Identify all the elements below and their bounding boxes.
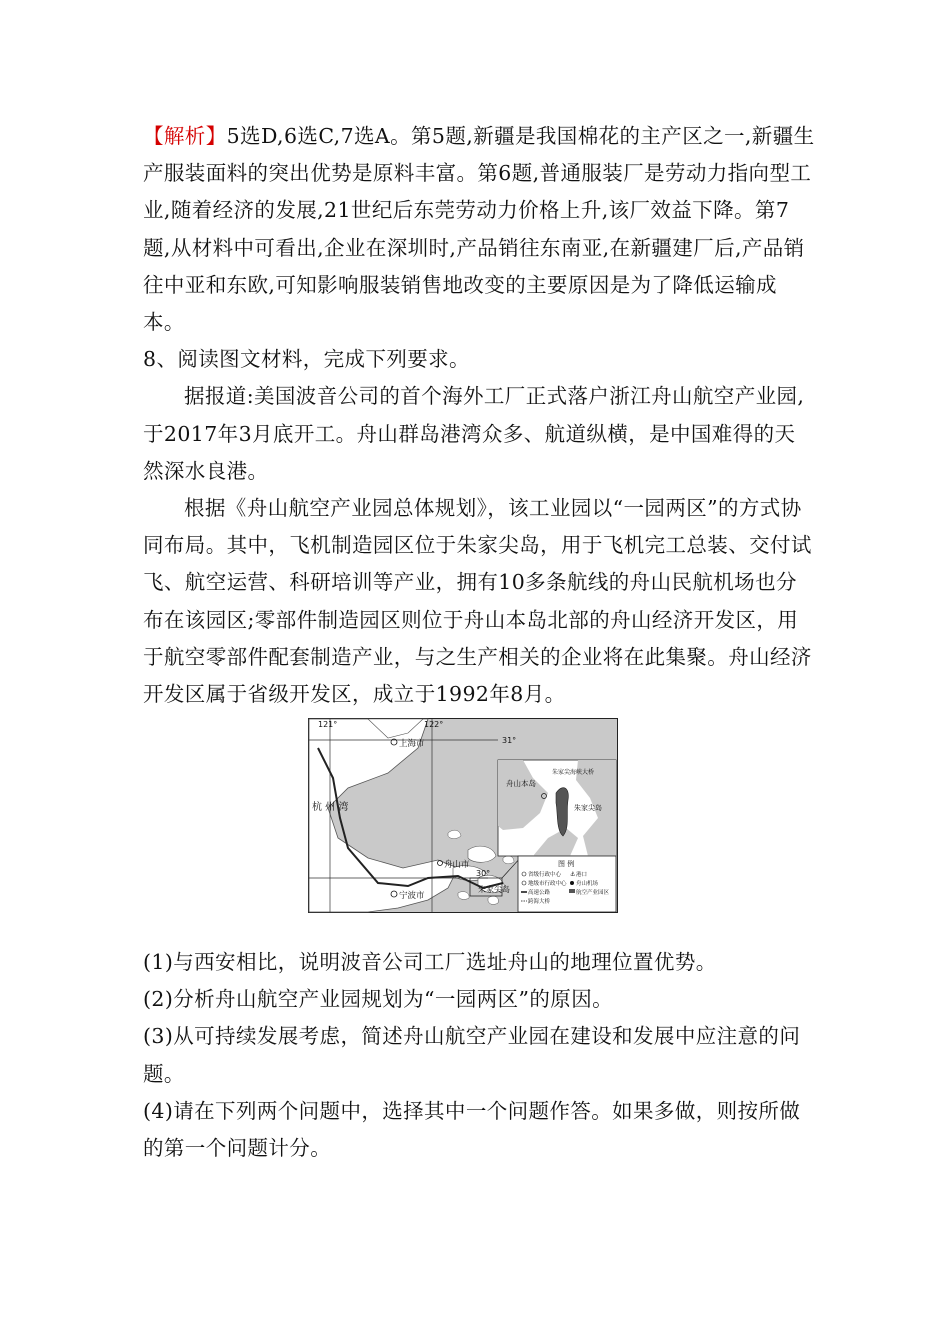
lon-121-label: 121° (318, 720, 338, 729)
shanghai-label: 上海市 (399, 739, 425, 749)
lat-31-label: 31° (502, 736, 517, 745)
legend-item-airport: 舟山机场 (576, 881, 599, 887)
lon-122-label: 122° (424, 720, 444, 729)
question-1: (1)与西安相比，说明波音公司工厂选址舟山的地理位置优势。 (143, 950, 717, 974)
inset-main-island-label: 舟山本岛 (506, 779, 536, 788)
map-legend (518, 856, 616, 912)
question8-title: 8、阅读图文材料，完成下列要求。 (143, 347, 470, 372)
analysis-block (143, 118, 815, 713)
question8-para2: 根据《舟山航空产业园总体规划》，该工业园以“一园两区”的方式协同布局。其中，飞机制造园区位于朱家尖岛，用于飞机完工总装、交付试飞、航空运营、科研培训等产业，拥有10多条航线的舟山民航机场也分布在该园区;零部件制造园区则位于舟山本岛北部的舟山经济开发区，用于航空零部件配套制造产业，与之生产相关的企业将在此集聚。舟山经济开发区属于省级开发区，成立于1992年8月。 (143, 496, 812, 707)
question8-para1: 据报道:美国波音公司的首个海外工厂正式落户浙江舟山航空产业园,于2017年3月底开工。舟山群岛港湾众多、航道纵横，是中国难得的天然深水良港。 (143, 384, 805, 483)
zhoushan-map (308, 718, 618, 913)
inset-bridge-label: 朱家尖海峡大桥 (552, 769, 595, 776)
legend-item-port: 港口 (576, 872, 588, 878)
zhoushan-label: 舟山市 (444, 860, 470, 870)
legend-item-highway: 高速公路 (528, 890, 551, 896)
question-list (143, 944, 815, 1167)
inset-map (498, 760, 616, 856)
legend-item-park: 航空产业园区 (576, 890, 610, 896)
zhujiajian-label: 朱家尖岛 (478, 885, 510, 894)
anchor-icon: ⚓ (570, 871, 576, 878)
legend-item-bridge: 跨海大桥 (528, 899, 551, 905)
legend-item-provincial: 省级行政中心 (528, 872, 562, 878)
question-2: (2)分析舟山航空产业园规划为“一园两区”的原因。 (143, 987, 613, 1012)
analysis-text: 5选D,6选C,7选A。第5题,新疆是我国棉花的主产区之一,新疆生产服装面料的突出优势是原料丰富。第6题,普通服装厂是劳动力指向型工业,随着经济的发展,21世纪后东莞劳动力价格上升,该厂效益下降。第7题,从材料中可看出,企业在深圳时,产品销往东南亚,在新疆建厂后,产品销往中亚和东欧,可知影响服装销售地改变的主要原因是为了降低运输成本。 (143, 124, 815, 335)
analysis-paragraph (143, 118, 815, 341)
airport-icon (570, 881, 574, 885)
legend-item-city: 地级市行政中心 (528, 881, 567, 887)
hangzhou-bay-label: 杭 州 湾 (312, 802, 349, 813)
legend-title: 图 例 (558, 860, 575, 868)
park-legend-icon (569, 889, 575, 893)
question-4: (4)请在下列两个问题中，选择其中一个问题作答。如果多做，则按所做的第一个问题计分。 (143, 1098, 801, 1161)
question-3: (3)从可持续发展考虑，简述舟山航空产业园在建设和发展中应注意的问题。 (143, 1024, 801, 1086)
inset-zhujiajian-label: 朱家尖岛 (574, 804, 602, 812)
lat-30-label: 30° (476, 869, 491, 878)
ningbo-label: 宁波市 (399, 891, 425, 901)
analysis-tag: 【解析】 (143, 124, 227, 148)
